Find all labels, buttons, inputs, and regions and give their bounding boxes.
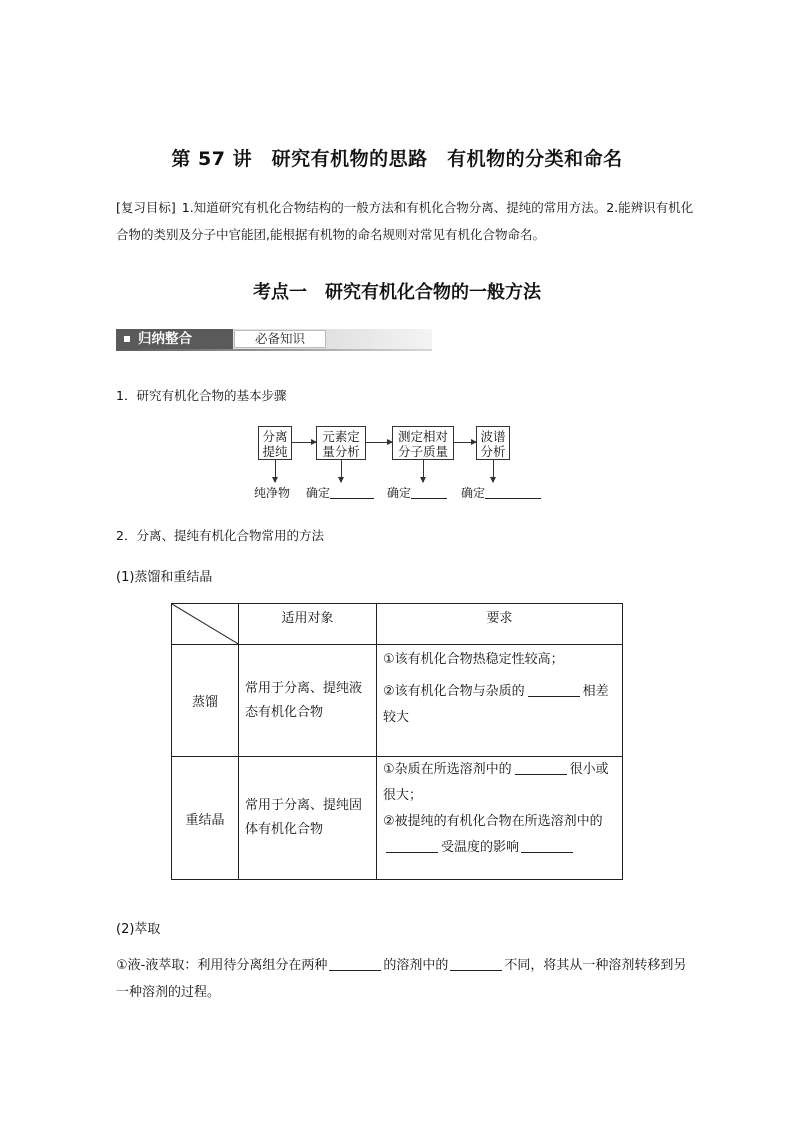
- subheading-distillation-recrystallization: (1)蒸馏和重结晶: [116, 570, 213, 585]
- objectives-text: 1.知道研究有机化合物结构的一般方法和有机化合物分离、提纯的常用方法。2.能辨识有机化合物的类别及分子中官能团,能根据有机物的命名规则对常见有机化合物命名。: [116, 200, 694, 242]
- diagonal-line: [172, 604, 240, 645]
- flow-output-3: 确定: [461, 484, 541, 501]
- flow-output-2: 确定: [387, 484, 447, 501]
- arrow-right-icon: [366, 442, 392, 443]
- fill-blank: [515, 761, 567, 775]
- section-banner: [116, 329, 432, 351]
- fill-blank: [330, 485, 374, 499]
- arrow-down-icon: [275, 460, 276, 482]
- banner-divider: [116, 349, 432, 351]
- arrow-right-icon: [454, 442, 476, 443]
- arrow-right-icon: [292, 442, 316, 443]
- subheading-extraction: (2)萃取: [116, 922, 161, 937]
- diagonal-header-cell: [172, 604, 239, 645]
- heading-steps: 1．研究有机化合物的基本步骤: [116, 388, 287, 403]
- flow-step-separation: 分离 提纯: [258, 426, 292, 460]
- recrystallization-requirements: ①杂质在所选溶剂中的 很小或很大； ②被提纯的有机化合物在所选溶剂中的受温度的影响: [377, 757, 623, 880]
- fill-blank: [528, 683, 580, 697]
- distillation-object: 常用于分离、提纯液态有机化合物: [239, 645, 377, 757]
- fill-blank: [450, 957, 502, 971]
- fill-blank: [411, 485, 447, 499]
- table-header-row: [172, 604, 623, 645]
- square-bullet-icon: [124, 336, 130, 342]
- table-row: [172, 645, 623, 757]
- flow-output-pure: 纯净物: [254, 486, 291, 500]
- fill-blank: [329, 957, 381, 971]
- banner-secondary-label: 必备知识: [234, 330, 326, 348]
- banner-primary-label: 归纳整合: [116, 329, 233, 349]
- arrow-down-icon: [341, 460, 342, 482]
- row-label-distillation: 蒸馏: [172, 645, 239, 757]
- fill-blank: [386, 839, 438, 853]
- flow-step-element-analysis: 元素定 量分析: [316, 426, 366, 460]
- objectives-tag: [复习目标]: [116, 200, 176, 215]
- flow-step-spectrum-analysis: 波谱 分析: [476, 426, 510, 460]
- methods-table: [171, 603, 623, 880]
- flow-step-molecular-mass: 测定相对 分子质量: [392, 426, 454, 460]
- recrystallization-object: 常用于分离、提纯固体有机化合物: [239, 757, 377, 880]
- flow-output-1: 确定: [306, 484, 374, 501]
- section-title: 考点一 研究有机化合物的一般方法: [253, 282, 541, 303]
- arrow-down-icon: [423, 460, 424, 482]
- heading-methods: 2．分离、提纯有机化合物常用的方法: [116, 528, 324, 543]
- fill-blank: [521, 839, 573, 853]
- distillation-requirements: ①该有机化合物热稳定性较高； ②该有机化合物与杂质的 相差较大: [377, 645, 623, 757]
- steps-flowchart: [232, 420, 572, 510]
- page-title: 第 57 讲 研究有机物的思路 有机物的分类和命名: [171, 148, 623, 170]
- fill-blank: [485, 485, 541, 499]
- arrow-down-icon: [493, 460, 494, 482]
- header-applicable-object: 适用对象: [239, 604, 377, 645]
- row-label-recrystallization: 重结晶: [172, 757, 239, 880]
- table-row: [172, 757, 623, 880]
- header-requirements: 要求: [377, 604, 623, 645]
- extraction-paragraph: ①液-液萃取：利用待分离组分在两种 的溶剂中的 不同，将其从一种溶剂转移到另一种溶剂的过程。: [116, 958, 687, 1000]
- review-objectives: [116, 194, 696, 248]
